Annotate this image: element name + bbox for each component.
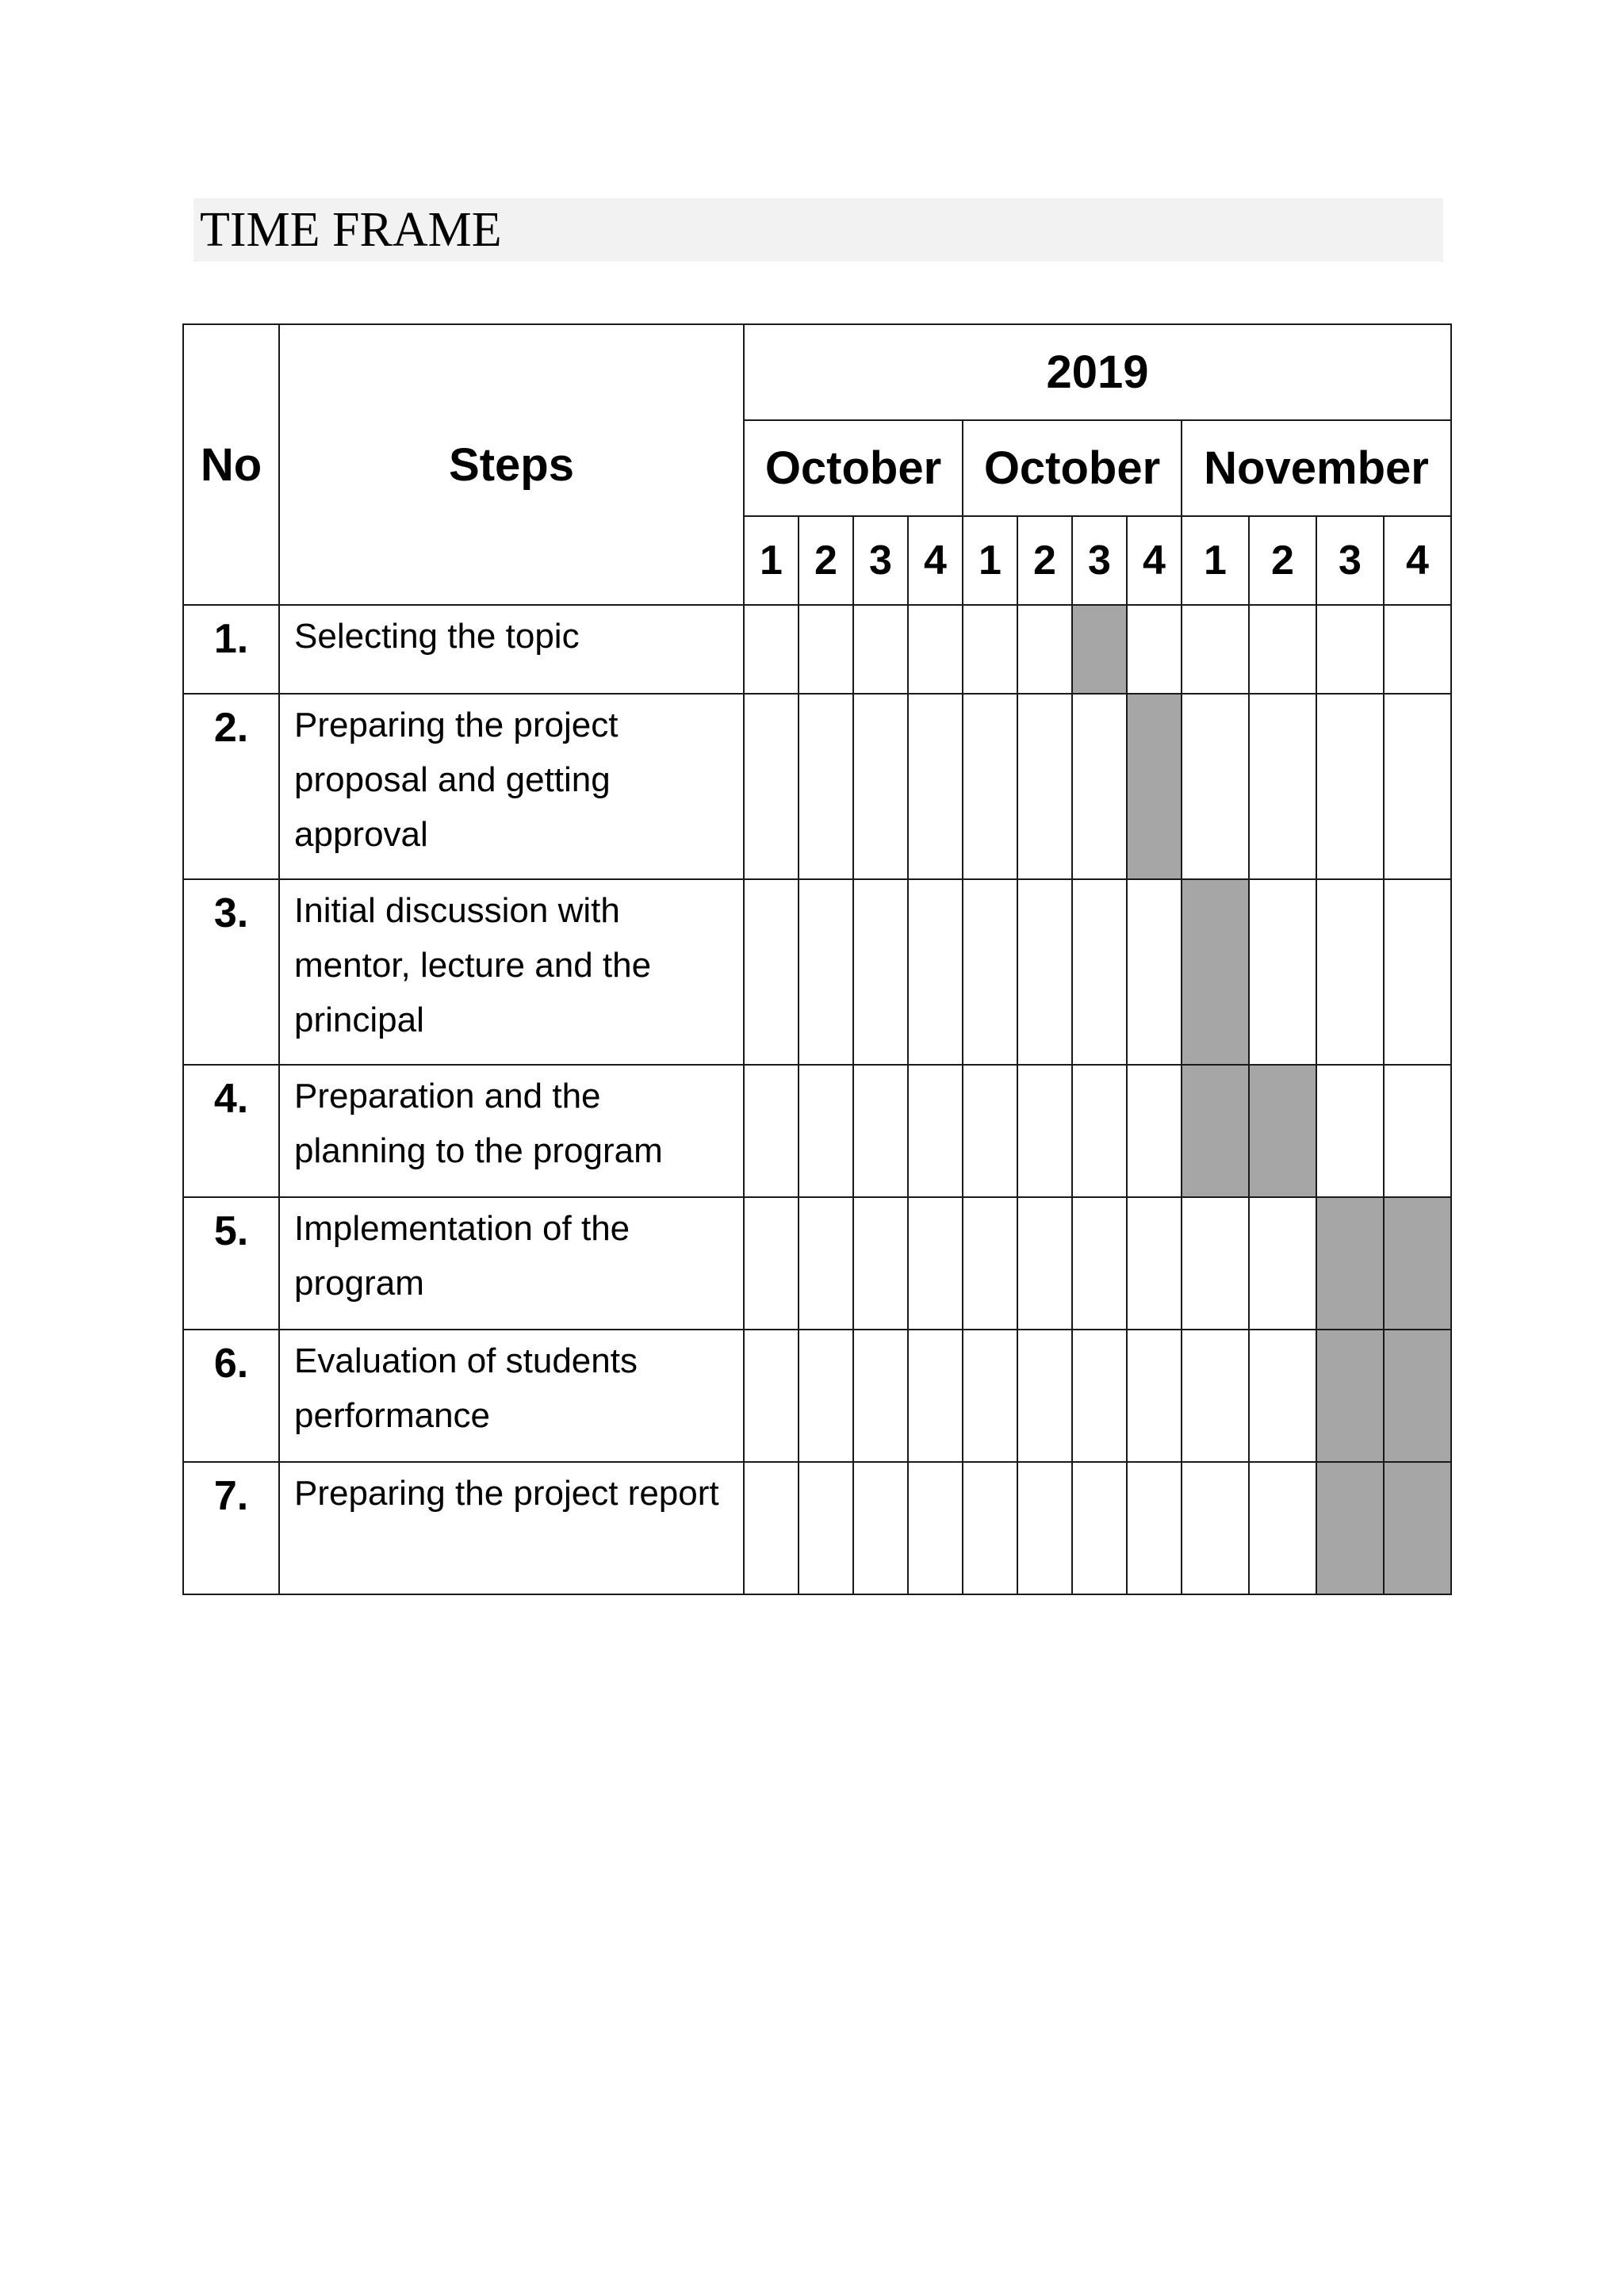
- table-row: [183, 879, 1451, 1065]
- step-description: Implementation of the program: [279, 1197, 744, 1330]
- gantt-cell: [1127, 1197, 1182, 1330]
- gantt-cell: [853, 694, 908, 879]
- gantt-cell: [1127, 1330, 1182, 1462]
- step-number: 1.: [183, 605, 279, 694]
- gantt-cell: [908, 1197, 963, 1330]
- gantt-cell-filled: [1384, 1462, 1451, 1594]
- step-description: Selecting the topic: [279, 605, 744, 694]
- gantt-cell: [963, 1462, 1017, 1594]
- gantt-cell: [1182, 605, 1249, 694]
- gantt-cell: [853, 1197, 908, 1330]
- header-month: October: [744, 420, 963, 516]
- gantt-cell: [1384, 694, 1451, 879]
- gantt-cell: [908, 605, 963, 694]
- header-week: 4: [908, 516, 963, 605]
- gantt-cell: [963, 1330, 1017, 1462]
- step-number: 2.: [183, 694, 279, 879]
- gantt-cell: [853, 1462, 908, 1594]
- gantt-cell: [1384, 879, 1451, 1065]
- step-number: 7.: [183, 1462, 279, 1594]
- header-week: 1: [744, 516, 799, 605]
- gantt-cell: [1316, 605, 1384, 694]
- gantt-cell: [1249, 1197, 1316, 1330]
- gantt-cell: [744, 605, 799, 694]
- step-description: Evaluation of students performance: [279, 1330, 744, 1462]
- gantt-cell-filled: [1182, 879, 1249, 1065]
- gantt-cell: [744, 1065, 799, 1197]
- header-week: 2: [1017, 516, 1072, 605]
- gantt-cell: [1017, 1065, 1072, 1197]
- gantt-cell: [853, 605, 908, 694]
- gantt-cell: [963, 1065, 1017, 1197]
- gantt-cell: [1316, 879, 1384, 1065]
- gantt-cell: [963, 605, 1017, 694]
- header-week: 4: [1384, 516, 1451, 605]
- gantt-cell: [853, 879, 908, 1065]
- step-description: Preparation and the planning to the program: [279, 1065, 744, 1197]
- gantt-cell: [799, 1462, 853, 1594]
- gantt-cell-filled: [1072, 605, 1127, 694]
- gantt-cell: [1127, 605, 1182, 694]
- header-year: 2019: [744, 324, 1451, 420]
- gantt-cell: [1017, 1462, 1072, 1594]
- gantt-cell: [908, 694, 963, 879]
- gantt-cell: [799, 605, 853, 694]
- gantt-cell: [853, 1330, 908, 1462]
- step-number: 5.: [183, 1197, 279, 1330]
- gantt-cell-filled: [1127, 694, 1182, 879]
- step-number: 3.: [183, 879, 279, 1065]
- gantt-cell: [1249, 879, 1316, 1065]
- gantt-cell: [744, 1197, 799, 1330]
- step-number: 6.: [183, 1330, 279, 1462]
- gantt-cell: [1017, 1197, 1072, 1330]
- gantt-cell: [963, 879, 1017, 1065]
- gantt-cell: [799, 1197, 853, 1330]
- gantt-cell: [1249, 694, 1316, 879]
- gantt-cell-filled: [1249, 1065, 1316, 1197]
- step-description: Preparing the project report: [279, 1462, 744, 1594]
- gantt-cell: [744, 1462, 799, 1594]
- table-row: [183, 1197, 1451, 1330]
- time-frame-table: [182, 323, 1452, 1595]
- gantt-cell: [799, 1330, 853, 1462]
- gantt-cell: [1182, 694, 1249, 879]
- header-week: 3: [1316, 516, 1384, 605]
- gantt-cell: [1127, 879, 1182, 1065]
- gantt-cell: [799, 879, 853, 1065]
- gantt-cell: [1249, 1462, 1316, 1594]
- gantt-cell: [1072, 1330, 1127, 1462]
- table-row: [183, 605, 1451, 694]
- header-week: 1: [963, 516, 1017, 605]
- gantt-cell: [1072, 1462, 1127, 1594]
- gantt-cell-filled: [1384, 1330, 1451, 1462]
- step-description: Preparing the project proposal and getting approval: [279, 694, 744, 879]
- gantt-cell: [1384, 1065, 1451, 1197]
- gantt-cell: [1017, 694, 1072, 879]
- gantt-cell: [1182, 1197, 1249, 1330]
- gantt-cell: [1017, 605, 1072, 694]
- gantt-cell: [1316, 694, 1384, 879]
- gantt-cell: [1182, 1462, 1249, 1594]
- header-month: November: [1182, 420, 1451, 516]
- gantt-cell: [1072, 1065, 1127, 1197]
- gantt-cell: [1127, 1065, 1182, 1197]
- gantt-cell: [963, 1197, 1017, 1330]
- gantt-cell: [908, 1462, 963, 1594]
- gantt-cell: [744, 694, 799, 879]
- header-week: 2: [799, 516, 853, 605]
- header-week: 2: [1249, 516, 1316, 605]
- table-row: [183, 1065, 1451, 1197]
- header-no: No: [183, 324, 279, 605]
- header-steps: Steps: [279, 324, 744, 605]
- gantt-cell: [1072, 694, 1127, 879]
- gantt-cell-filled: [1316, 1330, 1384, 1462]
- gantt-cell: [744, 879, 799, 1065]
- steps-body: [183, 605, 1451, 1594]
- gantt-cell: [908, 1065, 963, 1197]
- gantt-cell-filled: [1316, 1462, 1384, 1594]
- section-title-text: TIME FRAME: [200, 203, 502, 257]
- gantt-cell-filled: [1316, 1197, 1384, 1330]
- gantt-cell: [853, 1065, 908, 1197]
- gantt-cell: [1127, 1462, 1182, 1594]
- header-week: 4: [1127, 516, 1182, 605]
- gantt-cell: [799, 1065, 853, 1197]
- header-week: 1: [1182, 516, 1249, 605]
- gantt-cell: [1072, 1197, 1127, 1330]
- gantt-cell-filled: [1182, 1065, 1249, 1197]
- step-number: 4.: [183, 1065, 279, 1197]
- gantt-cell: [963, 694, 1017, 879]
- header-week: 3: [853, 516, 908, 605]
- step-description: Initial discussion with mentor, lecture and the principal: [279, 879, 744, 1065]
- gantt-cell: [1249, 1330, 1316, 1462]
- gantt-cell-filled: [1384, 1197, 1451, 1330]
- table-row: [183, 694, 1451, 879]
- gantt-cell: [1384, 605, 1451, 694]
- gantt-cell: [908, 879, 963, 1065]
- gantt-cell: [1072, 879, 1127, 1065]
- gantt-cell: [1017, 879, 1072, 1065]
- gantt-cell: [1316, 1065, 1384, 1197]
- header-week: 3: [1072, 516, 1127, 605]
- header-month: October: [963, 420, 1182, 516]
- table-row: [183, 1462, 1451, 1594]
- gantt-cell: [1017, 1330, 1072, 1462]
- gantt-cell: [908, 1330, 963, 1462]
- gantt-cell: [799, 694, 853, 879]
- gantt-cell: [1182, 1330, 1249, 1462]
- gantt-cell: [1249, 605, 1316, 694]
- gantt-cell: [744, 1330, 799, 1462]
- table-row: [183, 1330, 1451, 1462]
- section-title: [193, 198, 1443, 262]
